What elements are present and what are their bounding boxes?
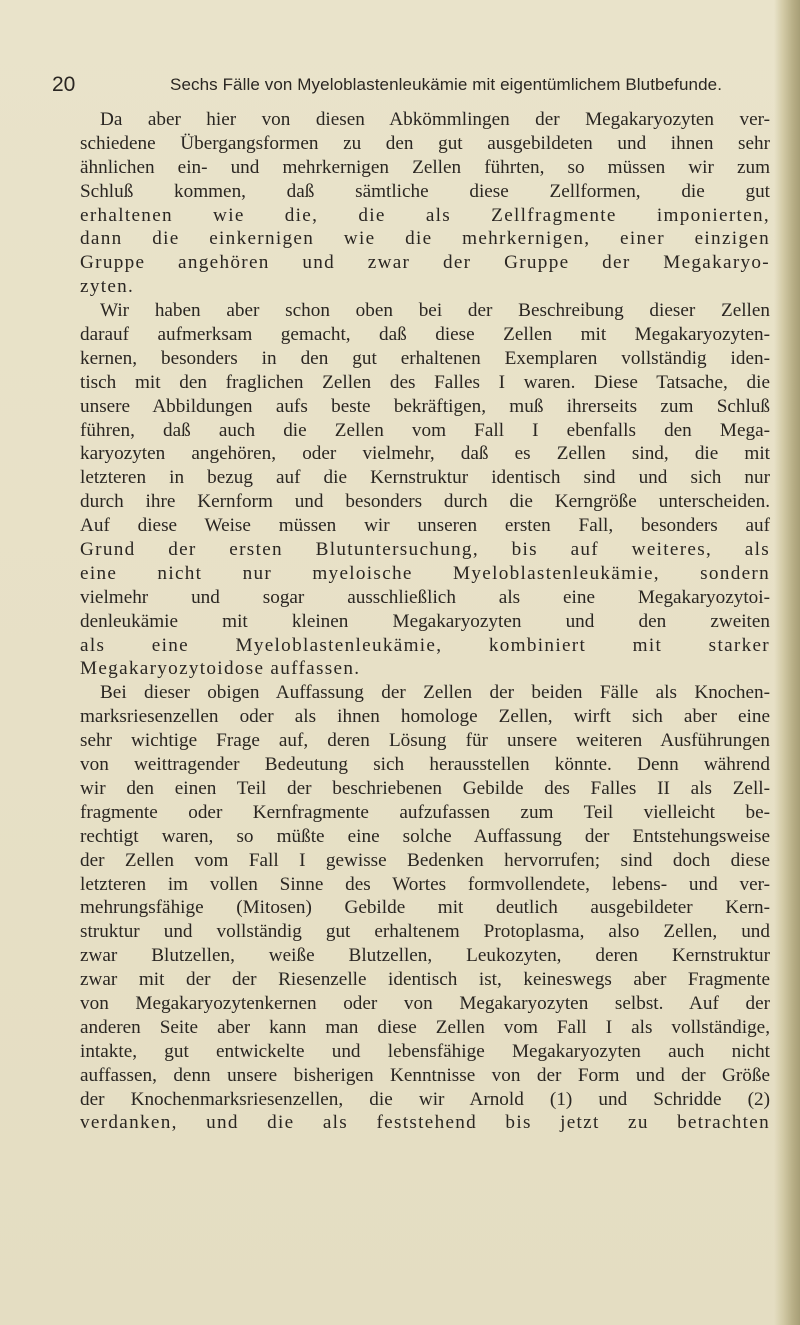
text-line: intakte, gut entwickelte und lebensfähige Megakaryozyten auch nicht: [80, 1040, 770, 1062]
text-line: karyozyten angehören, oder vielmehr, daß es Zellen sind, die mit: [80, 443, 770, 465]
text-line: eine nicht nur myeloische Myeloblastenleukämie, sondern: [80, 562, 770, 584]
text-line: verdanken, und die als feststehend bis jetzt zu betrachten: [80, 1112, 770, 1134]
text-line: letzteren in bezug auf die Kernstruktur identisch sind und sich nur: [80, 467, 770, 489]
text-line: darauf aufmerksam gemacht, daß diese Zellen mit Megakaryozyten-: [80, 324, 770, 346]
text-line: zyten.: [80, 276, 135, 298]
text-line: führen, daß auch die Zellen vom Fall I ebenfalls den Mega-: [80, 419, 770, 441]
text-line: fragmente oder Kernfragmente aufzufassen zum Teil vielleicht be-: [80, 801, 770, 823]
text-line: rechtigt waren, so müßte eine solche Auffassung der Entstehungsweise: [80, 825, 770, 847]
text-line: anderen Seite aber kann man diese Zellen vom Fall I als vollständige,: [80, 1016, 770, 1038]
text-line: von weittragender Bedeutung sich herausstellen könnte. Denn während: [80, 754, 770, 776]
text-line: zwar mit der der Riesenzelle identisch ist, keineswegs aber Fragmente: [80, 969, 770, 991]
text-line: durch ihre Kernform und besonders durch die Kerngröße unterscheiden.: [80, 491, 770, 513]
text-line: marksriesenzellen oder als ihnen homologe Zellen, wirft sich aber eine: [80, 706, 770, 728]
text-line: der Zellen vom Fall I gewisse Bedenken hervorrufen; sind doch diese: [80, 849, 770, 871]
text-line: Megakaryozytoidose auffassen.: [80, 658, 361, 680]
page-binding-shadow: [774, 0, 800, 1325]
body-text: [80, 108, 770, 1135]
running-title: Sechs Fälle von Myeloblastenleukämie mit eigentümlichem Blutbefunde.: [170, 75, 723, 94]
text-line: wir den einen Teil der beschriebenen Gebilde des Falles II als Zell-: [80, 777, 770, 799]
text-line: zwar Blutzellen, weiße Blutzellen, Leukozyten, deren Kernstruktur: [80, 945, 770, 967]
text-line: sehr wichtige Frage auf, deren Lösung für unsere weiteren Ausführungen: [80, 730, 770, 752]
text-line: erhaltenen wie die, die als Zellfragmente imponierten,: [80, 204, 770, 226]
text-line: Gruppe angehören und zwar der Gruppe der Megakaryo-: [80, 252, 770, 274]
text-line: auffassen, denn unsere bisherigen Kenntnisse von der Form und der Größe: [80, 1064, 770, 1086]
text-line: struktur und vollständig gut erhaltenem Protoplasma, also Zellen, und: [80, 921, 770, 943]
text-line: von Megakaryozytenkernen oder von Megakaryozyten selbst. Auf der: [80, 992, 770, 1014]
page-header: [52, 70, 772, 100]
text-line: vielmehr und sogar ausschließlich als eine Megakaryozytoi-: [80, 586, 770, 608]
text-line: dann die einkernigen wie die mehrkernigen, einer einzigen: [80, 228, 770, 250]
text-line: Grund der ersten Blutuntersuchung, bis auf weiteres, als: [80, 539, 770, 561]
text-line: der Knochenmarksriesenzellen, die wir Arnold (1) und Schridde (2): [80, 1088, 770, 1110]
text-line: Da aber hier von diesen Abkömmlingen der Megakaryozyten ver-: [100, 109, 770, 130]
text-line: als eine Myeloblastenleukämie, kombiniert mit starker: [80, 634, 770, 656]
text-line: denleukämie mit kleinen Megakaryozyten und den zweiten: [80, 610, 770, 632]
text-line: Bei dieser obigen Auffassung der Zellen der beiden Fälle als Knochen-: [100, 682, 770, 704]
text-line: mehrungsfähige (Mitosen) Gebilde mit deutlich ausgebildeter Kern-: [80, 897, 770, 919]
text-line: ähnlichen ein- und mehrkernigen Zellen führten, so müssen wir zum: [80, 156, 770, 178]
text-line: letzteren im vollen Sinne des Wortes formvollendete, lebens- und ver-: [80, 873, 770, 895]
text-line: Schluß kommen, daß sämtliche diese Zellformen, die gut: [80, 180, 770, 202]
text-line: tisch mit den fraglichen Zellen des Falles I waren. Diese Tatsache, die: [80, 371, 770, 393]
text-line: Wir haben aber schon oben bei der Beschreibung dieser Zellen: [100, 300, 770, 322]
text-line: schiedene Übergangsformen zu den gut ausgebildeten und ihnen sehr: [80, 132, 770, 154]
page-number: 20: [52, 73, 76, 96]
text-line: kernen, besonders in den gut erhaltenen Exemplaren vollständig iden-: [80, 347, 770, 369]
text-line: unsere Abbildungen aufs beste bekräftigen, muß ihrerseits zum Schluß: [80, 395, 770, 417]
text-line: Auf diese Weise müssen wir unseren ersten Fall, besonders auf: [80, 515, 770, 537]
